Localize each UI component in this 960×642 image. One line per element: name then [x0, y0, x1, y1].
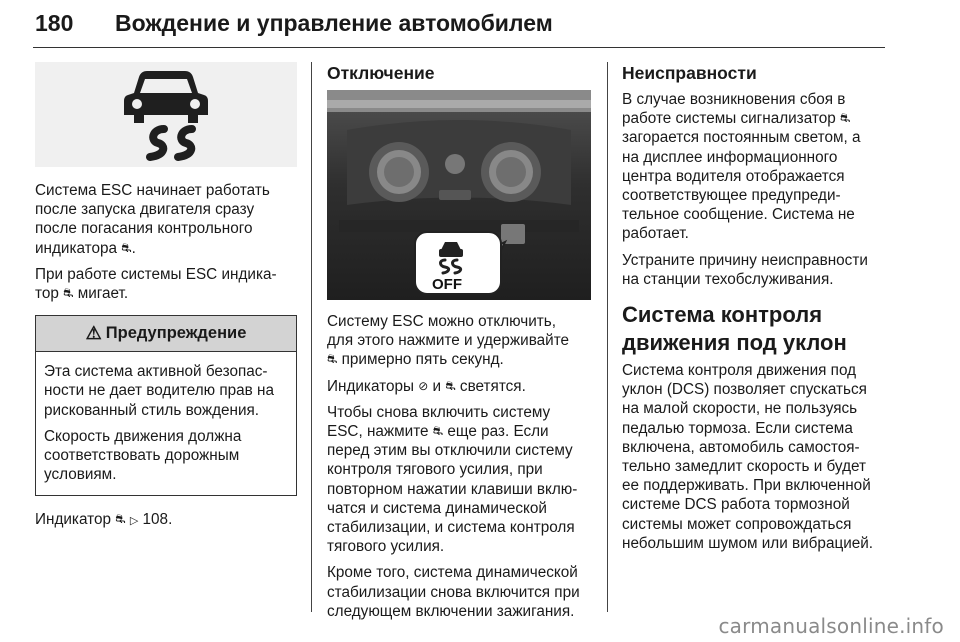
service-paragraph: Устраните причину неисправности на станции техобслуживания. — [622, 251, 868, 288]
esc-start-paragraph: Система ESC начинает работать после запуска двигателя сразу после погасания контрольного индикатора ⛐. — [35, 182, 270, 257]
warning-header: ⚠ Предупреждение — [36, 316, 296, 352]
esc-skid-car-icon — [35, 62, 297, 167]
page-number: 180 — [35, 10, 74, 36]
column-3 — [622, 62, 887, 560]
column-2 — [327, 62, 591, 628]
page-title: Вождение и управление автомобилем — [115, 10, 553, 36]
section-heading-faults: Неисправности — [622, 63, 757, 83]
tc-off-indicator-icon: ⊘ — [418, 378, 429, 393]
indicator-reference: Индикатор ⛐ ▷ 108. — [35, 510, 297, 531]
console-photo — [327, 90, 591, 300]
disable-instructions: Систему ESC можно отключить, для этого нажмите и удерживайте ⛐ примерно пять секунд. — [327, 313, 570, 369]
esc-indicator-icon: ⛐ — [121, 240, 132, 255]
esc-indicator-icon: ⛐ — [63, 286, 74, 301]
esc-indicator-icon: ⛐ — [839, 111, 851, 126]
off-badge-label: OFF — [432, 276, 462, 293]
esc-indicator-icon: ⛐ — [115, 512, 126, 527]
ignition-paragraph: Кроме того, система динамической стабилизации снова включится при следующем включении зажигания. — [327, 564, 580, 620]
section-title-dcs: Система контроля движения под уклон — [622, 302, 847, 356]
column-1 — [35, 62, 297, 539]
fault-paragraph: В случае возникновения сбоя в работе системы сигнализатор ⛐ загорается постоянным светом, а на дисплее информационного центра водителя отображается соответствующее предупреди- тельное сообщение. Система не работает. — [622, 91, 861, 243]
watermark: carmanualsonline.info — [718, 614, 944, 638]
page-header — [33, 8, 885, 48]
esc-off-button-icon: ⛐ — [432, 424, 444, 439]
esc-off-button-icon: ⛐ — [327, 352, 338, 367]
esc-blink-paragraph: При работе системы ESC индика- тор ⛐ мигает. — [35, 265, 277, 303]
warning-box — [35, 315, 297, 496]
page-ref-arrow-icon: ▷ — [129, 515, 139, 528]
column-divider-2 — [607, 62, 608, 612]
re-enable-paragraph: Чтобы снова включить систему ESC, нажмите ⛐ еще раз. Если перед этим вы отключили систему контроля тягового усилия, при повторном нажатии клавиши вклю- чатся и система динамической стабилизации, и система контроля тягового усилия. — [327, 403, 578, 556]
esc-indicator-icon: ⛐ — [445, 378, 456, 393]
warning-triangle-icon: ⚠ — [85, 323, 102, 344]
section-heading-disable: Отключение — [327, 63, 435, 83]
column-divider-1 — [311, 62, 312, 612]
warning-text-2: Скорость движения должна соответствовать дорожным условиям. — [44, 427, 242, 484]
indicators-light-text: Индикаторы ⊘ и ⛐ светятся. — [327, 377, 526, 395]
dcs-paragraph: Система контроля движения под уклон (DCS) позволяет спускаться на малой скорости, не пользуясь педалью тормоза. Если система включена, автомобиль самостоя- тельно замедлит скорость и будет ее поддерживать. При включенной системе DCS работа тормозной системы может сопровождаться небольшим шумом или вибрацией. — [622, 362, 874, 552]
warning-text-1: Эта система активной безопас- ности не дает водителю прав на рискованный стиль вождения. — [44, 363, 275, 419]
